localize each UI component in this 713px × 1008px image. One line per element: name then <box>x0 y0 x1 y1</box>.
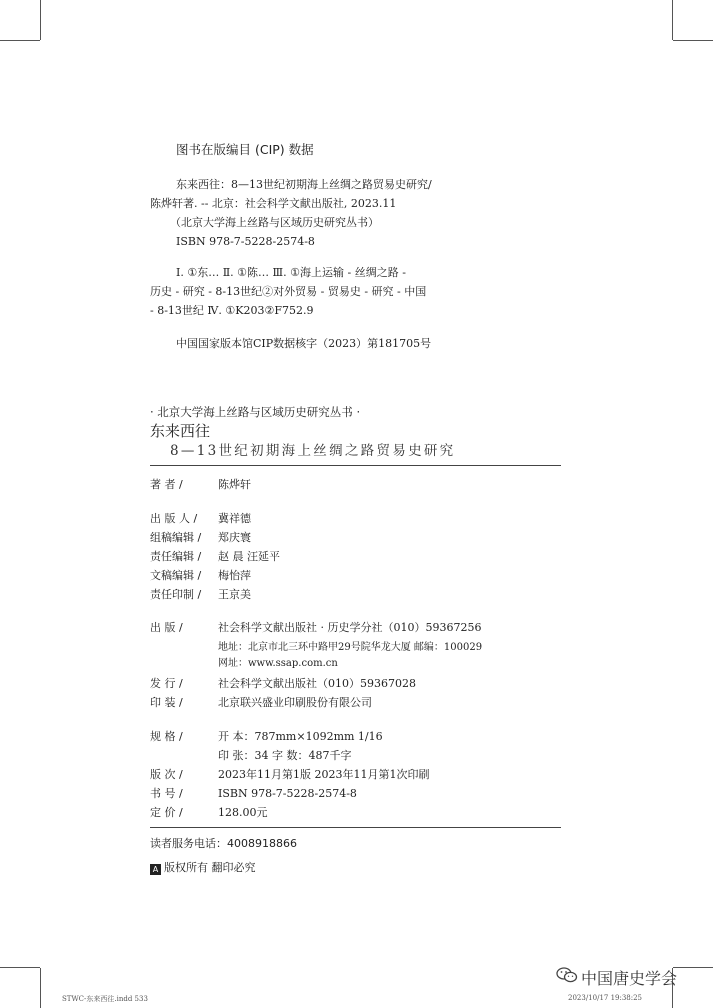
staff-label: 出 版 人 / <box>150 512 198 525</box>
printer-value: 北京联兴盛业印刷股份有限公司 <box>218 696 372 709</box>
isbn-label: 书 号 / <box>150 787 183 800</box>
cip-subject-line: Ⅰ. ①东… Ⅱ. ①陈… Ⅲ. ①海上运输 - 丝绸之路 - <box>176 266 406 279</box>
cip-subject-line: - 8-13世纪 Ⅳ. ①K203②F752.9 <box>150 304 314 317</box>
publisher-label: 出 版 / <box>150 621 183 634</box>
cip-line: 陈烨轩著. -- 北京：社会科学文献出版社, 2023.11 <box>150 197 397 210</box>
staff-value: 梅怡萍 <box>218 569 251 582</box>
crop-mark <box>673 40 713 41</box>
book-subtitle: 8—13世纪初期海上丝绸之路贸易史研究 <box>170 443 456 459</box>
cip-verification: 中国国家版本馆CIP数据核字（2023）第181705号 <box>176 337 432 350</box>
publisher-address: 地址：北京市北三环中路甲29号院华龙大厦 邮编：100029 <box>218 642 483 653</box>
cip-subject-line: 历史 - 研究 - 8-13世纪②对外贸易 - 贸易史 - 研究 - 中国 <box>150 285 427 298</box>
staff-label: 文稿编辑 / <box>150 569 202 582</box>
crop-mark <box>673 967 713 968</box>
edition-value: 2023年11月第1版 2023年11月第1次印刷 <box>218 768 430 781</box>
copyright-text: 版权所有 翻印必究 <box>164 861 256 874</box>
staff-value: 郑庆寰 <box>218 531 251 544</box>
series-banner: · 北京大学海上丝路与区域历史研究丛书 · <box>150 405 361 419</box>
crop-mark <box>0 967 40 968</box>
author-label: 著 者 / <box>150 478 183 491</box>
crop-mark <box>40 968 41 1008</box>
crop-mark <box>672 0 673 40</box>
staff-value: 赵 晨 汪延平 <box>218 550 280 563</box>
footer-timestamp: 2023/10/17 19:38:25 <box>568 994 643 1002</box>
crop-mark <box>0 40 40 41</box>
cip-line: 东来西往：8—13世纪初期海上丝绸之路贸易史研究/ <box>176 178 432 191</box>
cip-line: （北京大学海上丝路与区域历史研究丛书） <box>170 216 379 229</box>
author-value: 陈烨轩 <box>218 478 251 491</box>
divider <box>150 465 561 466</box>
reader-hotline: 读者服务电话：4008918866 <box>150 837 297 850</box>
isbn-value: ISBN 978-7-5228-2574-8 <box>218 787 357 800</box>
publisher-website: 网址：www.ssap.com.cn <box>218 658 338 669</box>
rights-reserved-icon: A <box>150 864 161 875</box>
watermark-text: 中国唐史学会 <box>581 969 678 988</box>
staff-label: 组稿编辑 / <box>150 531 202 544</box>
divider <box>150 827 561 828</box>
price-value: 128.00元 <box>218 806 268 819</box>
sheets-value: 印 张：34 字 数：487千字 <box>218 749 352 762</box>
cip-heading: 图书在版编目 (CIP) 数据 <box>176 142 314 157</box>
book-title: 东来西往 <box>150 422 211 440</box>
format-value: 开 本：787mm×1092mm 1/16 <box>218 730 383 743</box>
copyright-notice <box>150 861 256 875</box>
wechat-icon <box>556 967 578 983</box>
staff-label: 责任编辑 / <box>150 550 202 563</box>
staff-value: 冀祥德 <box>218 512 251 525</box>
staff-label: 责任印制 / <box>150 588 202 601</box>
publisher-value: 社会科学文献出版社 · 历史学分社（010）59367256 <box>218 621 482 634</box>
crop-mark <box>40 0 41 40</box>
distributor-label: 发 行 / <box>150 677 183 690</box>
distributor-value: 社会科学文献出版社（010）59367028 <box>218 677 416 690</box>
staff-value: 王京美 <box>218 588 251 601</box>
footer-file-info: STWC-东来西往.indd 533 <box>62 995 148 1003</box>
printer-label: 印 装 / <box>150 696 183 709</box>
cip-line: ISBN 978-7-5228-2574-8 <box>176 235 315 248</box>
edition-label: 版 次 / <box>150 768 183 781</box>
price-label: 定 价 / <box>150 806 183 819</box>
format-label: 规 格 / <box>150 730 183 743</box>
